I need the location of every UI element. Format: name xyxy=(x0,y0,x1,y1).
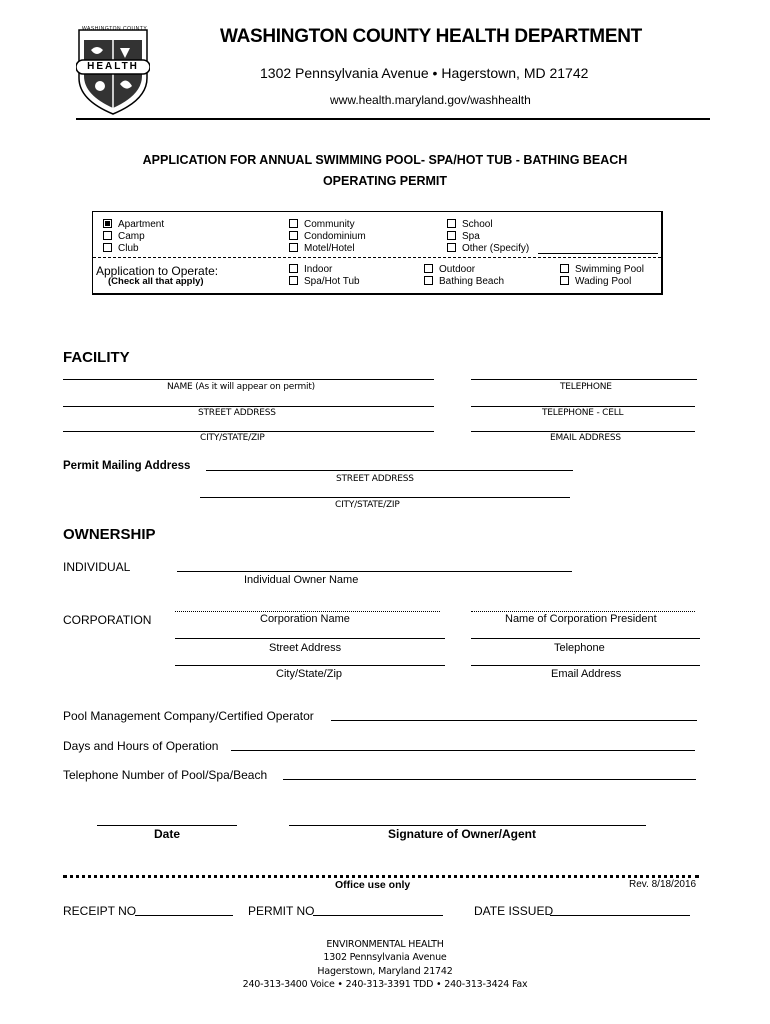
permit-no-label: PERMIT NO xyxy=(248,904,315,918)
department-address: 1302 Pennsylvania Avenue • Hagerstown, MD 21742 xyxy=(260,65,589,81)
facility-telephone-field[interactable] xyxy=(471,379,697,380)
corp-name-caption: Corporation Name xyxy=(260,613,350,625)
pool-phone-label: Telephone Number of Pool/Spa/Beach xyxy=(63,768,268,782)
facility-heading: FACILITY xyxy=(63,349,130,366)
checkbox-other[interactable] xyxy=(447,243,456,252)
option-indoor[interactable]: Indoor xyxy=(289,264,332,275)
signature-caption: Signature of Owner/Agent xyxy=(388,827,537,841)
checkbox-camp[interactable] xyxy=(103,231,112,240)
pool-phone-field[interactable] xyxy=(283,779,696,780)
checkbox-indoor[interactable] xyxy=(289,264,298,273)
option-bathing-beach[interactable]: Bathing Beach xyxy=(424,276,504,287)
corp-name-field[interactable] xyxy=(175,611,440,612)
option-other[interactable]: Other (Specify) xyxy=(447,243,529,254)
checkbox-outdoor[interactable] xyxy=(424,264,433,273)
days-hours-field[interactable] xyxy=(231,750,695,751)
receipt-no-label: RECEIPT NO xyxy=(63,904,137,918)
facility-street-field[interactable] xyxy=(63,406,434,407)
date-issued-field[interactable] xyxy=(550,915,690,916)
checkbox-school[interactable] xyxy=(447,219,456,228)
facility-email-field[interactable] xyxy=(471,431,695,432)
mailing-street-field[interactable] xyxy=(206,470,573,471)
option-community[interactable]: Community xyxy=(289,219,355,230)
other-specify-field[interactable] xyxy=(538,253,658,254)
individual-owner-field[interactable] xyxy=(177,571,572,572)
date-caption: Date xyxy=(154,827,181,841)
checkbox-motel-hotel[interactable] xyxy=(289,243,298,252)
option-motel-hotel[interactable]: Motel/Hotel xyxy=(289,243,355,254)
corp-city-caption: City/State/Zip xyxy=(276,668,343,680)
facility-type-divider xyxy=(93,257,661,258)
health-department-logo xyxy=(76,26,150,116)
option-camp[interactable]: Camp xyxy=(103,231,145,242)
office-divider xyxy=(63,875,699,878)
permit-no-field[interactable] xyxy=(313,915,443,916)
logo-band-text: HEALTH xyxy=(87,61,139,72)
corp-telephone-field[interactable] xyxy=(471,638,700,639)
checkbox-apartment[interactable] xyxy=(103,219,112,228)
logo-top-text: WASHINGTON COUNTY xyxy=(82,26,148,32)
facility-telephone-caption: TELEPHONE xyxy=(560,382,612,392)
facility-telephone-cell-caption: TELEPHONE - CELL xyxy=(542,408,624,418)
footer-line1: ENVIRONMENTAL HEALTH xyxy=(326,939,444,950)
checkbox-swimming-pool[interactable] xyxy=(560,264,569,273)
individual-owner-caption: Individual Owner Name xyxy=(244,574,359,586)
facility-email-caption: EMAIL ADDRESS xyxy=(550,433,621,443)
form-title-line2: OPERATING PERMIT xyxy=(322,174,448,188)
facility-street-caption: STREET ADDRESS xyxy=(198,408,276,418)
facility-name-field[interactable] xyxy=(63,379,434,380)
checkbox-spa[interactable] xyxy=(447,231,456,240)
header-divider xyxy=(76,118,710,120)
individual-label: INDIVIDUAL xyxy=(63,560,131,574)
checkbox-wading-pool[interactable] xyxy=(560,276,569,285)
corp-city-field[interactable] xyxy=(175,665,445,666)
operate-sublabel: (Check all that apply) xyxy=(108,276,204,287)
operate-label: Application to Operate: xyxy=(96,264,219,278)
facility-telephone-cell-field[interactable] xyxy=(471,406,695,407)
signature-field[interactable] xyxy=(289,825,646,826)
days-hours-label: Days and Hours of Operation xyxy=(63,739,219,753)
option-outdoor[interactable]: Outdoor xyxy=(424,264,475,275)
corp-email-caption: Email Address xyxy=(551,668,622,680)
checkbox-spa-hot-tub[interactable] xyxy=(289,276,298,285)
corp-email-field[interactable] xyxy=(471,665,700,666)
checkbox-condominium[interactable] xyxy=(289,231,298,240)
corp-street-field[interactable] xyxy=(175,638,445,639)
mailing-address-label: Permit Mailing Address xyxy=(63,460,191,472)
corp-street-caption: Street Address xyxy=(269,642,342,654)
checkbox-bathing-beach[interactable] xyxy=(424,276,433,285)
checkbox-club[interactable] xyxy=(103,243,112,252)
option-wading-pool[interactable]: Wading Pool xyxy=(560,276,631,287)
revision-label: Rev. 8/18/2016 xyxy=(629,879,697,890)
option-school[interactable]: School xyxy=(447,219,493,230)
department-title: WASHINGTON COUNTY HEALTH DEPARTMENT xyxy=(220,26,642,47)
mailing-city-field[interactable] xyxy=(200,497,570,498)
option-spa-hot-tub[interactable]: Spa/Hot Tub xyxy=(289,276,360,287)
ownership-heading: OWNERSHIP xyxy=(63,526,156,543)
corp-telephone-caption: Telephone xyxy=(554,642,605,654)
option-apartment[interactable]: Apartment xyxy=(103,219,164,230)
option-spa[interactable]: Spa xyxy=(447,231,480,242)
footer-line2: 1302 Pennsylvania Avenue xyxy=(323,952,447,963)
management-label: Pool Management Company/Certified Operator xyxy=(63,709,314,723)
date-issued-label: DATE ISSUED xyxy=(474,904,554,918)
footer-line3: Hagerstown, Maryland 21742 xyxy=(317,966,453,977)
form-title-line1: APPLICATION FOR ANNUAL SWIMMING POOL- SPA/HOT TUB - BATHING BEACH xyxy=(142,153,628,167)
footer-line4: 240-313-3400 Voice • 240-313-3391 TDD • 240-313-3424 Fax xyxy=(242,979,528,990)
corp-president-caption: Name of Corporation President xyxy=(505,613,657,625)
facility-name-caption: NAME (As it will appear on permit) xyxy=(167,382,315,392)
option-club[interactable]: Club xyxy=(103,243,139,254)
mailing-city-caption: CITY/STATE/ZIP xyxy=(335,500,400,510)
receipt-no-field[interactable] xyxy=(135,915,233,916)
facility-city-caption: CITY/STATE/ZIP xyxy=(200,433,265,443)
corporation-label: CORPORATION xyxy=(63,613,152,627)
option-condominium[interactable]: Condominium xyxy=(289,231,366,242)
date-field[interactable] xyxy=(97,825,237,826)
department-website: www.health.maryland.gov/washhealth xyxy=(330,93,531,107)
option-swimming-pool[interactable]: Swimming Pool xyxy=(560,264,644,275)
checkbox-community[interactable] xyxy=(289,219,298,228)
mailing-street-caption: STREET ADDRESS xyxy=(336,474,414,484)
corp-president-field[interactable] xyxy=(471,611,695,612)
office-use-label: Office use only xyxy=(335,879,411,891)
management-field[interactable] xyxy=(331,720,697,721)
facility-city-field[interactable] xyxy=(63,431,434,432)
